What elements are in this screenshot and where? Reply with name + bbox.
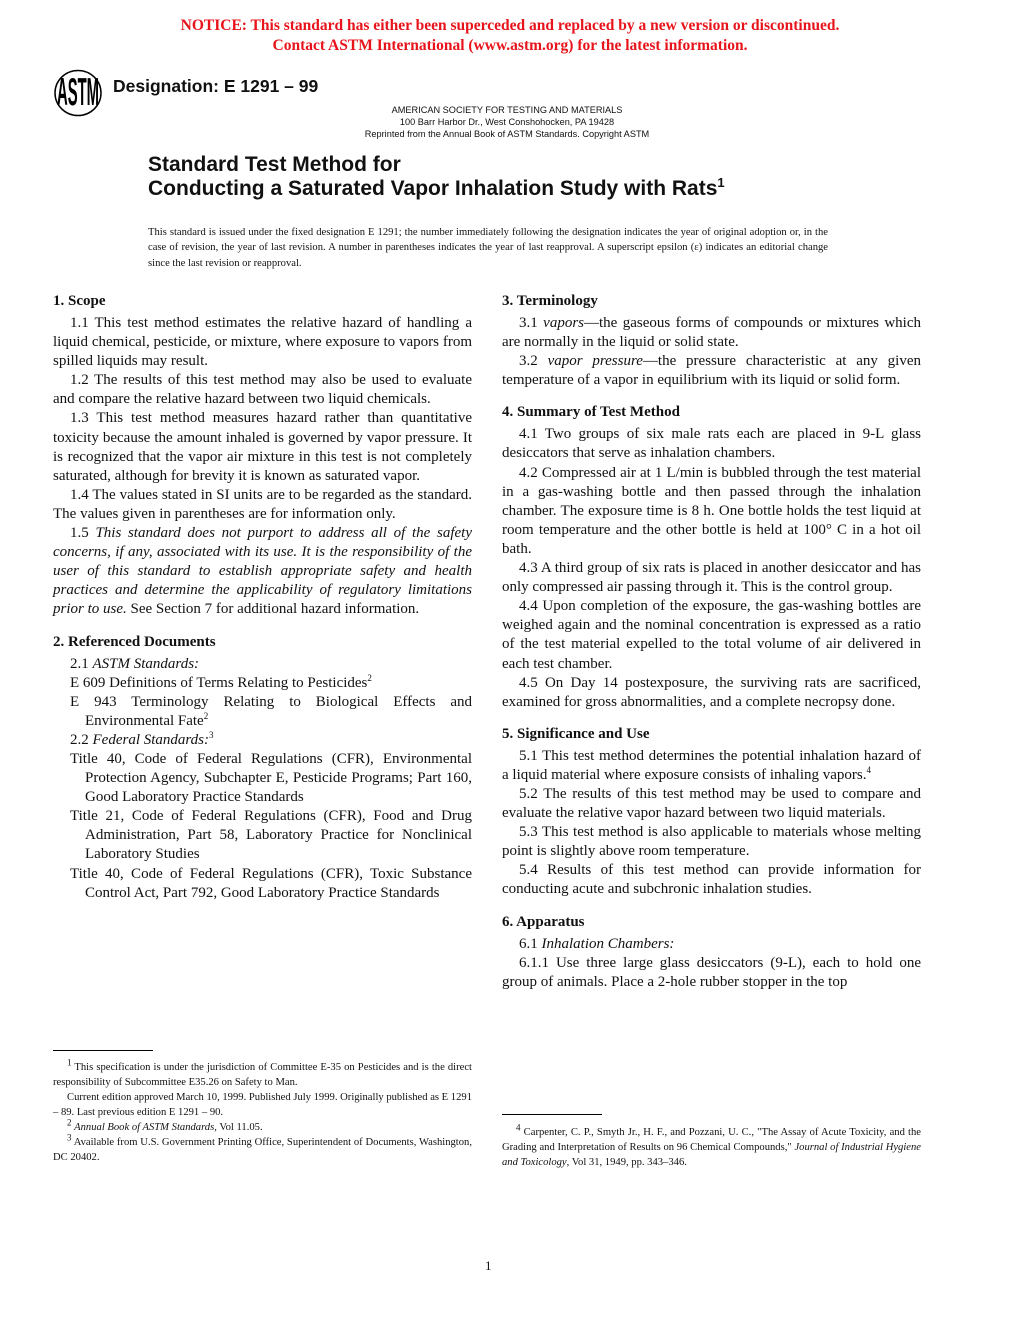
page-number: 1 [485,1258,492,1273]
text-run: 5.3 This test method is also applicable to materials whose melting point is slightly above room temperature. [502,824,921,860]
text-run: 1.3 This test method measures hazard rather than quantitative toxicity because the amount inhaled is governed by vapor pressure. It is recognized that the vapor air mixture in this test is not completely saturated, although for brevity it is known as saturated vapor. [53,410,472,484]
text-run: Title 40, Code of Federal Regulations (CFR), Environmental Protection Agency, Subchapter E, Pesticide Programs; Part 160, Good Laboratory Practice Standards [70,750,472,806]
text-run: This standard does not purport to address all of the safety concerns, if any, associated with its use. It is the responsibility of the user of this standard to establish appropriate safety and health practices and determine the applicability of regulatory limitations prior to use. [53,525,473,618]
paragraph [53,655,472,674]
section-heading: 4. Summary of Test Method [502,404,680,421]
paragraph [502,559,921,597]
reprint-note: Reprinted from the Annual Book of ASTM Standards. Copyright ASTM [364,129,650,139]
paragraph [502,954,921,992]
text-run: Current edition approved March 10, 1999. Published July 1999. Originally published as E 1291 – 89. Last previous edition E 1291 – 90. [53,1092,472,1118]
paragraph [502,935,921,954]
text-run: , Vol 11.05. [214,1122,263,1133]
text-run: 2.2 [70,731,93,748]
text-run: Available from U.S. Government Printing Office, Superintendent of Documents, Washington, DC 20402. [53,1137,472,1163]
astm-logo-icon [54,70,102,116]
paragraph [502,464,921,559]
footnotes-right [502,1122,921,1170]
paragraph [502,352,921,390]
footnotes-left [53,1057,472,1165]
footnote [53,1132,472,1165]
title-line-2 [148,177,725,201]
text-run: 1.1 This test method estimates the relative hazard of handling a liquid chemical, pesticide, or mixture, where exposure to vapors from spilled liquids may result. [53,315,472,370]
footnote [53,1057,472,1090]
reference-item [53,865,472,903]
footnote [502,1122,921,1170]
footnote-ref: 2 [67,1117,72,1128]
text-run: See Section 7 for additional hazard information. [126,601,420,618]
title-line-1: Standard Test Method for [148,153,401,176]
text-run: E 943 Terminology Relating to Biological Effects and Environmental Fate [70,693,472,729]
paragraph [502,425,921,463]
text-run: Title 21, Code of Federal Regulations (CFR), Food and Drug Administration, Part 58, Laboratory Practice for Nonclinical Laboratory Studies [70,808,472,863]
paragraph [53,731,472,750]
paragraph [502,785,921,823]
issue-note: This standard is issued under the fixed designation E 1291; the number immediately following the designation indicates the year of original adoption or, in the case of revision, the year of last revision. A number in parentheses indicates the year of last reapproval. A superscript epsilon (ε) indicates an editorial change since the last revision or reapproval. [148,227,828,269]
text-run: 5.1 This test method determines the potential inhalation hazard of a liquid material where exposure consists of inhaling vapors. [502,747,921,783]
text-run: vapor pressure [547,353,643,370]
text-run: —the pressure characteristic at any given temperature of a vapor in equilibrium with its liquid or solid form. [502,353,922,389]
left-column [53,292,472,903]
org-address: 100 Barr Harbor Dr., West Conshohocken, PA 19428 [399,117,615,127]
text-run: 3.1 [519,315,544,331]
footnote-ref: 4 [516,1122,521,1133]
text-run: 3.2 [519,353,548,370]
footnote-ref: 2 [367,672,372,683]
footnote-ref: 4 [866,764,871,775]
title-footnote-ref: 1 [717,175,725,190]
text-run: 6.1.1 Use three large glass desiccators (9-L), each to hold one group of animals. Place a 2-hole rubber stopper in the top [502,954,921,990]
section-heading: 1. Scope [53,293,106,309]
text-run: 4.5 On Day 14 postexposure, the surviving rats are sacrificed, examined for gross abnormalities, and a complete necropsy done. [502,674,921,710]
text-run: 2.1 [70,655,93,672]
text-run: E 609 Definitions of Terms Relating to Pesticides [70,674,368,691]
text-run: Annual Book of ASTM Standards [74,1122,215,1133]
paragraph [502,823,921,861]
paragraph [53,371,472,409]
footnote-divider [53,1050,153,1051]
right-column [502,292,921,992]
paragraph [502,861,921,899]
text-run: 5.2 The results of this test method may be used to compare and evaluate the relative vapor hazard between two liquid materials. [502,785,921,822]
text-run: 5.4 Results of this test method can provide information for conducting acute and subchronic inhalation studies. [502,862,921,898]
footnote-divider [502,1114,602,1115]
text-run: 4.3 A third group of six rats is placed in another desiccator and has only compressed air passing through it. This is the control group. [502,560,921,596]
footnote-ref: 3 [209,729,214,740]
text-run: 4.1 Two groups of six male rats each are placed in 9-L glass desiccators that serve as inhalation chambers. [502,426,921,462]
text-run: Carpenter, C. P., Smyth Jr., H. F., and Pozzani, U. C., "The Assay of Acute Toxicity, and the Grading and Interpretation of Results on 96 Chemical Compounds," [502,1127,921,1153]
title-text: Conducting a Saturated Vapor Inhalation Study with Rats [148,177,718,200]
notice-line-2: Contact ASTM International (www.astm.org) for the latest information. [272,37,748,54]
paragraph [53,524,472,619]
footnote [53,1117,472,1135]
notice-line-1: NOTICE: This standard has either been superceded and replaced by a new version or discontinued. [180,17,840,34]
paragraph [502,674,921,712]
text-run: 1.5 [70,525,96,542]
text-run: vapors [543,315,585,331]
footnote-ref: 2 [203,710,209,721]
text-run: , Vol 31, 1949, pp. 343–346. [566,1157,687,1168]
designation: Designation: E 1291 – 99 [113,76,319,96]
text-run: This specification is under the jurisdiction of Committee E-35 on Pesticides and is the direct responsibility of Subcommittee E35.26 on Safety to Man. [53,1062,472,1088]
text-run: —the gaseous forms of compounds or mixtures which are normally in the liquid or solid state. [502,315,922,351]
text-run: ASTM Standards: [92,655,200,672]
text-run: 4.4 Upon completion of the exposure, the gas-washing bottles are weighed again and the nominal concentration is expressed as a ratio of the test material expelled to the total volume of air delivered in each test chamber. [502,598,921,672]
text-run: Journal of Industrial Hygiene and Toxicology [502,1142,921,1168]
text-run: Title 40, Code of Federal Regulations (CFR), Toxic Substance Control Act, Part 792, Good Laboratory Practice Standards [70,865,472,901]
paragraph [502,747,921,785]
text-run: 1.2 The results of this test method may also be used to evaluate and compare the relative hazard between two liquid chemicals. [53,372,472,408]
section-heading: 2. Referenced Documents [53,633,216,650]
paragraph [53,409,472,485]
paragraph [53,486,472,524]
footnote [53,1090,472,1120]
footnote-ref: 1 [67,1057,72,1068]
footnote-ref: 3 [67,1132,72,1143]
text-run: Federal Standards: [92,731,210,748]
org-name: AMERICAN SOCIETY FOR TESTING AND MATERIALS [391,105,623,115]
text-run: 6.1 [519,935,542,952]
reference-item [53,807,472,864]
paragraph [502,597,921,673]
section-heading: 6. Apparatus [502,913,585,930]
paragraph [502,314,921,352]
section-heading: 5. Significance and Use [502,725,650,742]
reference-item [53,674,472,693]
paragraph [53,314,472,371]
text-run: Inhalation Chambers: [541,935,675,952]
section-heading: 3. Terminology [502,293,598,309]
text-run: 4.2 Compressed air at 1 L/min is bubbled through the test material in a gas-washing bottle and then passed through the inhalation chamber. The exposure time is 8 h. One bottle holds the test liquid at room temperature and the other bottle is held at 100° C in a hot oil bath. [502,464,921,557]
svg-text:ASTM: ASTM [57,71,99,115]
text-run: 1.4 The values stated in SI units are to be regarded as the standard. The values given in parentheses are for information only. [53,486,472,522]
reference-item [53,750,472,807]
reference-item [53,693,472,731]
